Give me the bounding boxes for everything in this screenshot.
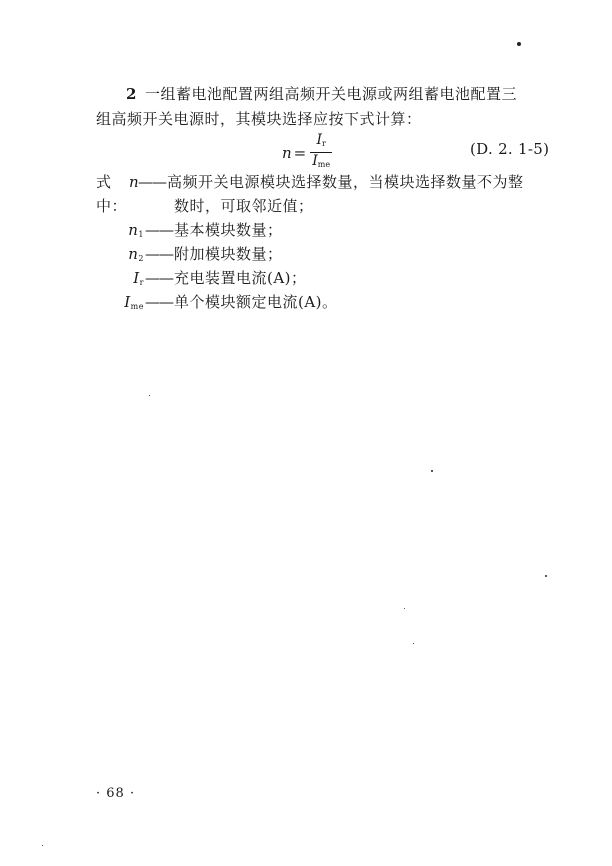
- page-number: · 68 ·: [96, 786, 136, 801]
- definition-row: [96, 218, 524, 242]
- item-number: 2: [126, 85, 137, 103]
- scan-speck: [404, 608, 405, 609]
- definition-dash: ——: [145, 245, 173, 263]
- definition-symbol: $I_r$: [133, 269, 144, 287]
- definition-dash: ——: [145, 221, 173, 239]
- paragraph-text-1: 一组蓄电池配置两组高频开关电源或两组蓄电池配置三: [144, 85, 517, 103]
- formula-lhs: n: [282, 143, 292, 162]
- definition-row: [96, 290, 524, 314]
- definition-continuation: 数时，可取邻近值；: [174, 197, 314, 215]
- definition-symbol: n: [129, 173, 140, 191]
- formula-denominator: $I_{me}$: [310, 152, 332, 173]
- definition-text: 基本模块数量；: [174, 221, 283, 239]
- definition-row: [96, 242, 524, 266]
- formula-numerator: $I_r$: [316, 132, 326, 148]
- formula: [282, 132, 332, 173]
- definitions-label: 式中：: [96, 173, 128, 215]
- paragraph-line-2: 组高频开关电源时，其模块选择应按下式计算：: [96, 110, 422, 128]
- definition-text: 高频开关电源模块选择数量，当模块选择数量不为整: [167, 173, 524, 191]
- scan-speck: [149, 395, 150, 396]
- definition-symbol: $I_{me}$: [124, 293, 144, 311]
- scan-speck: [413, 643, 414, 644]
- scan-speck: [517, 42, 521, 46]
- paragraph-line-1: [96, 82, 548, 107]
- definition-symbol: $n_1$: [128, 221, 144, 239]
- formula-equals: =: [293, 143, 307, 162]
- definition-text: 单个模块额定电流(A)。: [174, 293, 338, 311]
- definition-text: 附加模块数量；: [174, 245, 283, 263]
- body-paragraph: [96, 82, 548, 132]
- definition-dash: ——: [138, 173, 166, 191]
- definition-row: [96, 266, 524, 290]
- formula-fraction: [310, 132, 332, 173]
- definition-symbol: $n_2$: [128, 245, 144, 263]
- definition-text: 充电装置电流(A)；: [174, 269, 307, 287]
- scan-speck: [545, 575, 547, 577]
- definitions-list: [96, 170, 524, 314]
- equation-number: (D. 2. 1-5): [470, 140, 550, 158]
- definition-dash: ——: [145, 293, 173, 311]
- scan-speck: [42, 845, 43, 846]
- definition-dash: ——: [145, 269, 173, 287]
- scan-speck: [431, 470, 433, 472]
